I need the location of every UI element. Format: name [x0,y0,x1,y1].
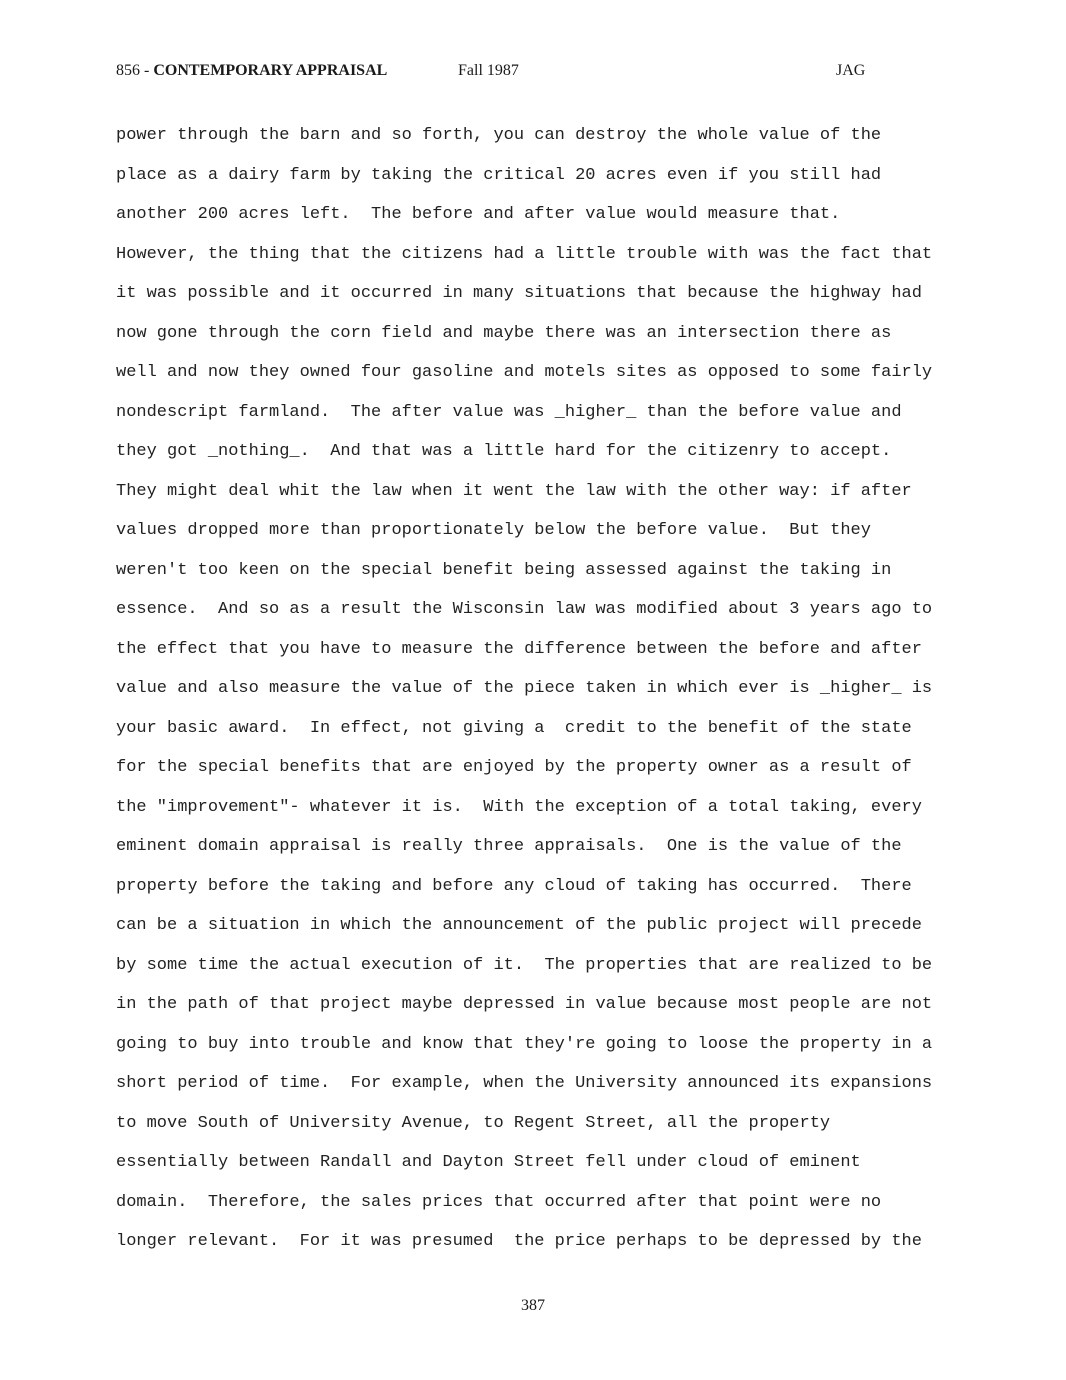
text-line: for the special benefits that are enjoyed by the property owner as a result of [116,758,912,777]
text-line: they got _nothing_. And that was a little hard for the citizenry to accept. [116,442,892,461]
text-line: property before the taking and before any cloud of taking has occurred. There [116,876,912,896]
text-line: now gone through the corn field and maybe there was an intersection there as [116,323,892,343]
text-line: essence. And so as a result the Wisconsin law was modified about 3 years ago to [116,600,933,619]
course-number: 856 - [116,62,154,79]
text-line: essentially between Randall and Dayton Street fell under cloud of eminent [116,1153,861,1172]
transcript-body [116,122,976,1268]
text-line: longer relevant. For it was presumed the price perhaps to be depressed by the [116,1232,922,1251]
text-line: it was possible and it occurred in many situations that because the highway had [116,284,922,303]
text-line: to move South of University Avenue, to Regent Street, all the property [116,1113,831,1133]
text-line: power through the barn and so forth, you can destroy the whole value of the [116,126,882,145]
course-title: CONTEMPORARY APPRAISAL [153,62,388,79]
page-header [116,62,876,86]
text-line: the "improvement"- whatever it is. With the exception of a total taking, every [116,797,922,817]
text-line: weren't too keen on the special benefit being assessed against the taking in [116,560,892,580]
text-line: domain. Therefore, the sales prices that occurred after that point were no [116,1192,882,1212]
author-initials: JAG [836,62,866,79]
course-heading [116,62,387,80]
text-line: in the path of that project maybe depressed in value because most people are not [116,995,933,1014]
text-line: nondescript farmland. The after value was _higher_ than the before value and [116,402,902,422]
text-line: going to buy into trouble and know that they're going to loose the property in a [116,1034,933,1054]
text-line: short period of time. For example, when the University announced its expansions [116,1074,933,1093]
page-number: 387 [521,1297,545,1314]
text-line: your basic award. In effect, not giving a credit to the benefit of the state [116,718,912,738]
text-line: can be a situation in which the announcement of the public project will precede [116,916,922,935]
text-line: the effect that you have to measure the difference between the before and after [116,639,922,659]
text-line: However, the thing that the citizens had a little trouble with was the fact that [116,244,933,264]
text-line: well and now they owned four gasoline and motels sites as opposed to some fairly [116,363,933,382]
text-line: value and also measure the value of the piece taken in which ever is _higher_ is [116,679,933,698]
text-line: another 200 acres left. The before and after value would measure that. [116,205,841,224]
text-line: eminent domain appraisal is really three appraisals. One is the value of the [116,837,902,856]
term-label: Fall 1987 [458,62,519,79]
text-line: by some time the actual execution of it. The properties that are realized to be [116,955,933,975]
text-line: values dropped more than proportionately below the before value. But they [116,521,871,540]
text-line: place as a dairy farm by taking the critical 20 acres even if you still had [116,165,882,185]
text-line: They might deal whit the law when it went the law with the other way: if after [116,481,912,501]
